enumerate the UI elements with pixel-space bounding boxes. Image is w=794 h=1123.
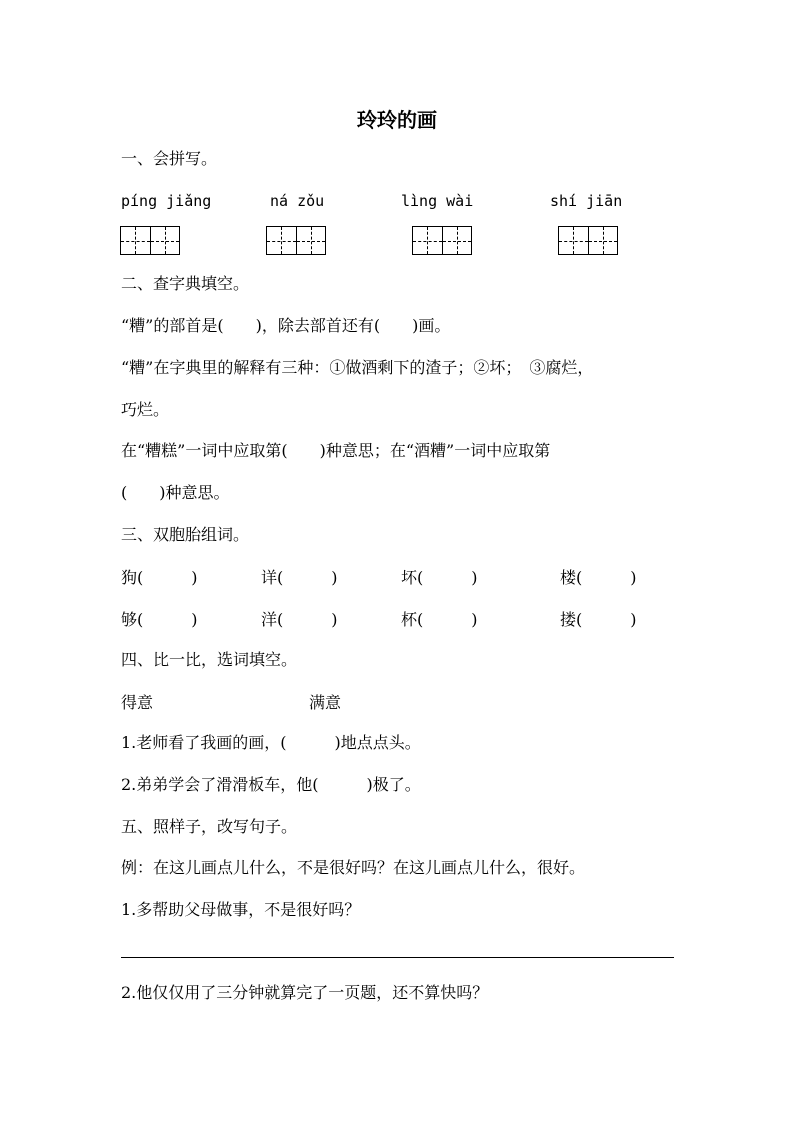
section-4-heading: 四、比一比，选词填空。 bbox=[121, 650, 298, 669]
page-title: 玲玲的画 bbox=[357, 108, 437, 132]
fill-question-1: 1.老师看了我画的画，( )地点点头。 bbox=[121, 733, 421, 752]
answer-line[interactable] bbox=[121, 957, 674, 958]
writing-grid-2[interactable] bbox=[266, 226, 326, 255]
writing-grid-3[interactable] bbox=[412, 226, 472, 255]
pinyin-4: shí jiān bbox=[550, 192, 623, 210]
choice-word-1: 得意 bbox=[121, 693, 154, 712]
dictionary-question-2: 在“糟糕”一词中应取第( )种意思；在“酒糟”一词中应取第 bbox=[121, 441, 551, 460]
word-pair: 坏( ) bbox=[401, 568, 478, 587]
word-pair: 够( ) bbox=[121, 610, 198, 629]
fill-question-2: 2.弟弟学会了滑滑板车，他( )极了。 bbox=[121, 775, 421, 794]
word-pair: 狗( ) bbox=[121, 568, 198, 587]
rewrite-question-1: 1.多帮助父母做事，不是很好吗？ bbox=[121, 900, 361, 919]
pinyin-2: ná zǒu bbox=[270, 192, 325, 210]
word-pair: 杯( ) bbox=[401, 610, 478, 629]
word-pair: 详( ) bbox=[261, 568, 338, 587]
writing-grid-1[interactable] bbox=[120, 226, 180, 255]
choice-word-2: 满意 bbox=[309, 693, 342, 712]
writing-grid-4[interactable] bbox=[558, 226, 618, 255]
dictionary-question-1: “糟”的部首是( )，除去部首还有( )画。 bbox=[121, 316, 451, 335]
word-pair: 楼( ) bbox=[560, 568, 637, 587]
dictionary-definitions: “糟”在字典里的解释有三种：①做酒剩下的渣子；②坏； ③腐烂， bbox=[121, 358, 594, 377]
pinyin-1: píng jiǎng bbox=[121, 192, 212, 210]
section-3-heading: 三、双胞胎组词。 bbox=[121, 525, 250, 544]
word-pair: 洋( ) bbox=[261, 610, 338, 629]
rewrite-question-2: 2.他仅仅用了三分钟就算完了一页题，还不算快吗？ bbox=[121, 983, 489, 1002]
rewrite-example: 例：在这儿画点儿什么，不是很好吗？在这儿画点儿什么，很好。 bbox=[121, 858, 586, 877]
pinyin-3: lìng wài bbox=[401, 192, 474, 210]
section-2-heading: 二、查字典填空。 bbox=[121, 274, 250, 293]
section-1-heading: 一、会拼写。 bbox=[121, 149, 218, 168]
dictionary-definitions-cont: 巧烂。 bbox=[121, 400, 170, 419]
section-5-heading: 五、照样子，改写句子。 bbox=[121, 817, 298, 836]
word-pair: 搂( ) bbox=[560, 610, 637, 629]
dictionary-question-2-cont: ( )种意思。 bbox=[121, 483, 230, 502]
